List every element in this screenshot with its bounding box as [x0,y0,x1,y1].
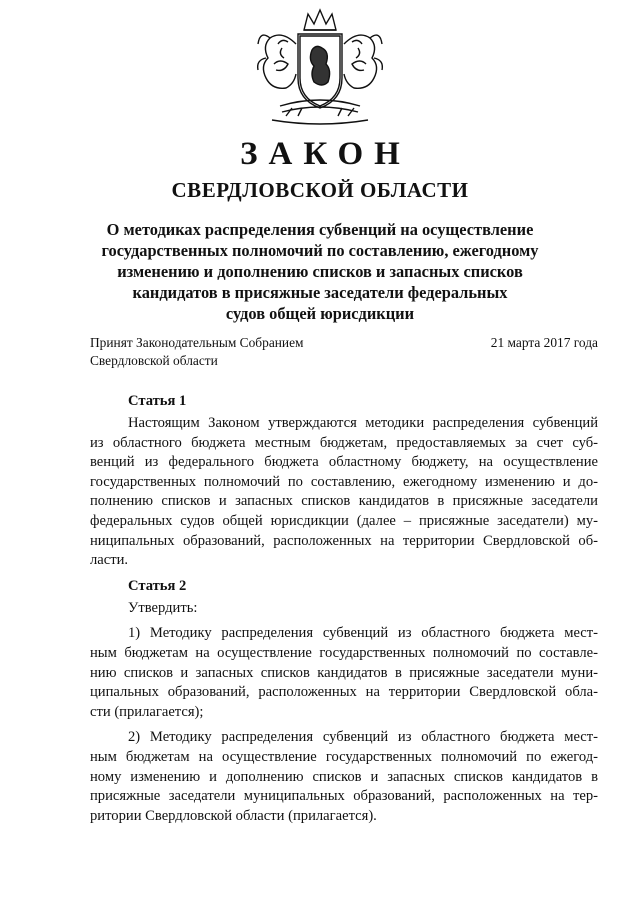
text-line: присяжные заседатели муниципальных образований, расположенных на тер- [90,788,598,805]
article-2-item-1 [90,624,598,722]
text-line: ниципальных образований, расположенных на территории Свердловской об- [90,532,598,549]
law-title-line: кандидатов в присяжные заседатели федеральных [132,283,508,302]
region-heading: СВЕРДЛОВСКОЙ ОБЛАСТИ [171,178,469,202]
text-line: 1) Методику распределения субвенций из областного бюджета мест- [128,625,598,642]
adopted-by [90,334,304,370]
text-line: ным бюджетам на осуществление государственных полномочий по ежегод- [90,748,598,765]
text-line: ному изменению и дополнению списков и запасных списков кандидатов в [90,768,598,785]
article-1-text [90,414,598,571]
text-line: венций из федерального бюджета областному бюджету, на осуществление [90,454,598,471]
article-1-heading: Статья 1 [128,393,187,409]
law-body [90,392,598,826]
text-line: ным бюджетам на осуществление государственных полномочий по составле- [90,644,598,661]
coat-of-arms-icon [252,8,388,132]
article-2-intro [90,599,598,619]
text-line: ритории Свердловской области (прилагается). [90,807,377,824]
text-line: 2) Методику распределения субвенций из областного бюджета мест- [128,729,598,746]
text-line: Настоящим Законом утверждаются методики распределения субвенций [128,415,598,431]
law-title-line: изменению и дополнению списков и запасных списков [117,262,523,281]
text-line: из областного бюджета местным бюджетам, предоставляемых за счет суб- [90,434,598,451]
text-line: нию списков и запасных списков кандидатов в присяжные заседатели муни- [90,664,598,681]
article-2-heading: Статья 2 [128,577,187,594]
adoption-date: 21 марта 2017 года [490,335,598,350]
text-line: федеральных судов общей юрисдикции (далее – присяжные заседатели) му- [90,512,598,529]
adopted-by-line: Свердловской области [90,353,218,368]
text-line: сти (прилагается); [90,703,204,720]
text-line: государственных полномочий по составлению, ежегодному изменению и до- [90,473,598,490]
article-2-item-2 [90,728,598,826]
text-line: Утвердить: [128,599,198,616]
text-line: полнению списков и запасных списков кандидатов в присяжные заседатели [90,493,598,510]
text-line: ципальных образований, расположенных на территории Свердловской обла- [90,684,598,701]
law-title-line: судов общей юрисдикции [225,304,415,323]
text-line: ласти. [90,552,129,569]
law-title-line: О методиках распределения субвенций на осуществление [106,220,534,239]
document-type-heading: ЗАКОН [240,136,411,172]
law-title-line: государственных полномочий по составлению, ежегодному [101,241,539,260]
law-title [90,219,550,324]
adopted-by-line: Принят Законодательным Собранием [90,335,304,350]
